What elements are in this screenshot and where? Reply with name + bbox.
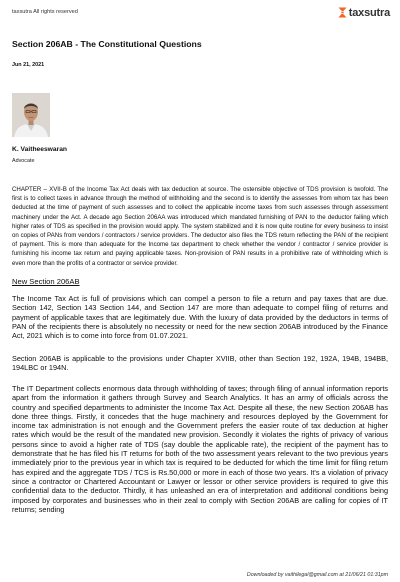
- taxsutra-logo-text: taxsutra: [348, 6, 390, 19]
- taxsutra-logo-icon: [338, 7, 347, 18]
- publish-date: Jun 21, 2021: [12, 62, 45, 68]
- author-name: K. Vaitheeswaran: [12, 146, 68, 153]
- author-photo: [12, 93, 50, 137]
- intro-paragraph: CHAPTER – XVII-B of the Income Tax Act deals with tax deduction at source. The ostensible objective of TDS provision is twofold. The first is to collect taxes in advance through the method of withholding and the second is to identify the assesses from whom tax has been deducted at the time of payment of such assesses and to collect the applicable income taxes from such assesses through assessment machinery under the Act. A decade ago Section 206AA was introduced which mandated furnishing of PAN to the deductor failing which higher rates of TDS as specified in the provision would apply. The system stabilized and it is now quite routine for every business to insist on copies of PANs from vendors / contractors / service providers. The deductor also files the TDS return reflecting the PAN of the recipient of payment. This is more than adequate for the Income tax department to check whether the vendor / contractor / service provider is furnishing his income tax return and paying applicable taxes. Non-provision of PAN results in a prohibitive rate of withholding which is even more than the profits of a contractor or service provider.: [12, 186, 388, 267]
- article-title: Section 206AB - The Constitutional Questions: [12, 39, 202, 49]
- section-heading: New Section 206AB: [12, 277, 80, 286]
- copyright-notice: taxsutra All rights reserved: [12, 9, 78, 15]
- body-paragraph-3: The IT Department collects enormous data through withholding of taxes; through filing of annual information reports apart from the information it gathers through Survey and Search Analytics. It has an army of officials across the country and specified departments to administer the Income Tax Act. Despite all these, the new Section 206AB has done three things. Firstly, it concedes that the huge machinery and resources deployed by the Government for income tax administration is not enough and the Government prefers the easier route of tax deduction at higher rates which would be the result of the mandated new provision. Secondly it violates the rights of privacy of various persons since to avoid a higher rate of TDS (say double the applicable rate), the recipient of the payment has to demonstrate that he has filed his IT returns for both of the two assessment years relevant to the two previous years immediately prior to the previous year in which tax is required to be deducted for which the time limit for filing return has expired and the aggregate TDS / TCS is Rs.50,000 or more in each of those two years. It's a violation of privacy since a contractor or Chartered Accountant or Lawyer or lessor or other service providers is required to give this confidential data to the deductor. Thirdly, it has unleashed an era of interpretation and additional conditions being imposed by corporates and businesses who in their zeal to comply with Section 206AB are calling for copies of IT returns; sending: [12, 384, 388, 514]
- body-paragraph-1: The Income Tax Act is full of provisions which can compel a person to file a return and pay taxes that are due. Section 142, Section 143 Section 144, and Section 147 are more than adequate to compel filing of returns and payment of applicable taxes that are legitimately due. With the luxury of data provided by the deductors in terms of PAN of the recipients there is absolutely no necessity or need for the new section 206AB introduced by the Finance Act, 2021 which is to come into force from 01.07.2021.: [12, 294, 388, 341]
- author-role: Advocate: [12, 158, 35, 164]
- page-header: [12, 6, 390, 20]
- download-footer: Downloaded by vaithilegal@gmail.com at 21/06/21 01:31pm: [246, 572, 388, 578]
- body-paragraph-2: Section 206AB is applicable to the provisions under Chapter XVIIB, other than Section 192, 192A, 194B, 194BB, 194LBC or 194N.: [12, 354, 388, 373]
- taxsutra-logo[interactable]: [338, 6, 390, 19]
